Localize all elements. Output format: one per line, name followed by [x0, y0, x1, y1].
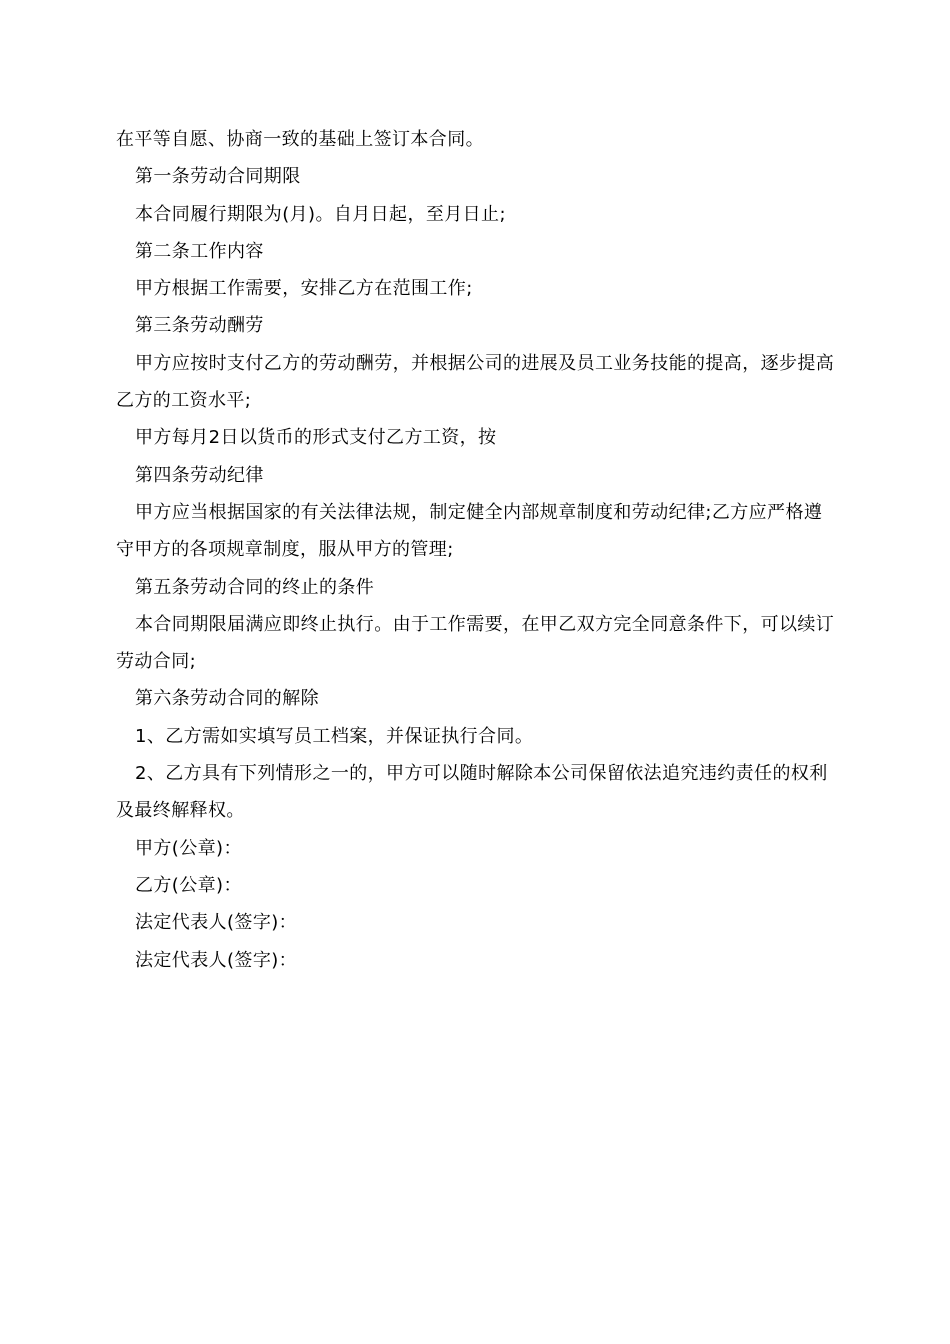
article-6-item-1: 1、乙方需如实填写员工档案，并保证执行合同。 [135, 725, 534, 747]
article-6-item-2: 2、乙方具有下列情形之一的，甲方可以随时解除本公司保留依法追究违约责任的权利及最终解释权。 [116, 763, 828, 822]
article-6-heading: 第六条劳动合同的解除 [135, 688, 319, 710]
article-1-term: 本合同履行期限为(月)。自月日起，至月日止; [135, 203, 506, 225]
article-1-heading: 第一条劳动合同期限 [135, 166, 301, 188]
article-2-content: 甲方根据工作需要，安排乙方在范围工作; [135, 278, 473, 300]
party-a-seal-line: 甲方(公章)： [135, 837, 242, 859]
article-5-content: 本合同期限届满应即终止执行。由于工作需要，在甲乙双方完全同意条件下，可以续订劳动合同; [116, 613, 835, 673]
legal-rep-signature-line-2: 法定代表人(签字)： [135, 949, 298, 971]
legal-rep-signature-line-1: 法定代表人(签字)： [135, 912, 298, 934]
article-3-payment: 甲方每月2日以货币的形式支付乙方工资，按 [135, 427, 497, 449]
article-4-heading: 第四条劳动纪律 [135, 464, 264, 486]
article-4-content: 甲方应当根据国家的有关法律法规，制定健全内部规章制度和劳动纪律;乙方应严格遵守甲方的各项规章制度，服从甲方的管理; [116, 501, 823, 561]
article-2-heading: 第二条工作内容 [135, 240, 264, 262]
paragraph-intro: 在平等自愿、协商一致的基础上签订本合同。 [116, 129, 484, 150]
article-3-heading: 第三条劳动酬劳 [135, 315, 264, 337]
party-b-seal-line: 乙方(公章)： [135, 874, 242, 896]
article-5-heading: 第五条劳动合同的终止的条件 [135, 576, 375, 598]
article-3-content: 甲方应按时支付乙方的劳动酬劳，并根据公司的进展及员工业务技能的提高，逐步提高乙方的工资水平; [116, 352, 835, 412]
contract-body [116, 121, 838, 979]
